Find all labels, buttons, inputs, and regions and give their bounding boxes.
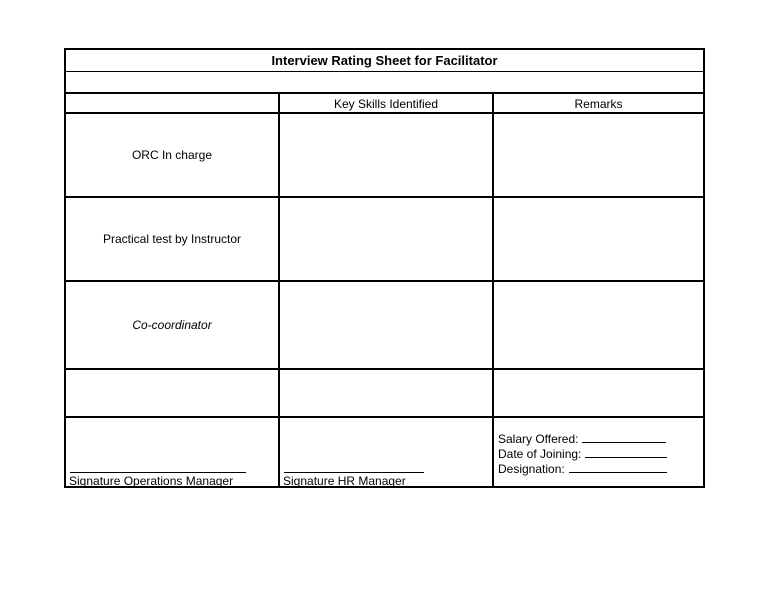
designation-label: Designation: (498, 462, 565, 476)
date-of-joining-field (498, 446, 667, 461)
row-label-blank (66, 370, 278, 416)
column-header-blank (66, 94, 278, 113)
designation-blank (569, 461, 667, 473)
signature-line-operations (70, 472, 246, 473)
divider (66, 416, 703, 418)
column-header-remarks: Remarks (574, 96, 623, 111)
row-label-orc-in-charge: ORC In charge (131, 148, 213, 162)
date-of-joining-label: Date of Joining: (498, 447, 582, 461)
column-header-key-skills: Key Skills Identified (333, 96, 439, 111)
rating-sheet-table (64, 48, 705, 488)
salary-offered-field (498, 431, 666, 446)
date-of-joining-blank (585, 446, 667, 458)
row-label-practical-test: Practical test by Instructor (102, 232, 242, 246)
signature-hr-manager: Signature HR Manager (283, 474, 406, 488)
signature-line-hr (284, 472, 424, 473)
signature-operations-manager: Signature Operations Manager (69, 474, 234, 488)
salary-offered-label: Salary Offered: (498, 432, 579, 446)
column-divider (278, 92, 280, 486)
designation-field (498, 461, 667, 476)
sheet-title: Interview Rating Sheet for Facilitator (271, 53, 498, 68)
divider (66, 71, 703, 72)
row-label-co-coordinator: Co-coordinator (132, 318, 212, 332)
salary-offered-blank (582, 431, 666, 443)
column-divider (492, 92, 494, 486)
